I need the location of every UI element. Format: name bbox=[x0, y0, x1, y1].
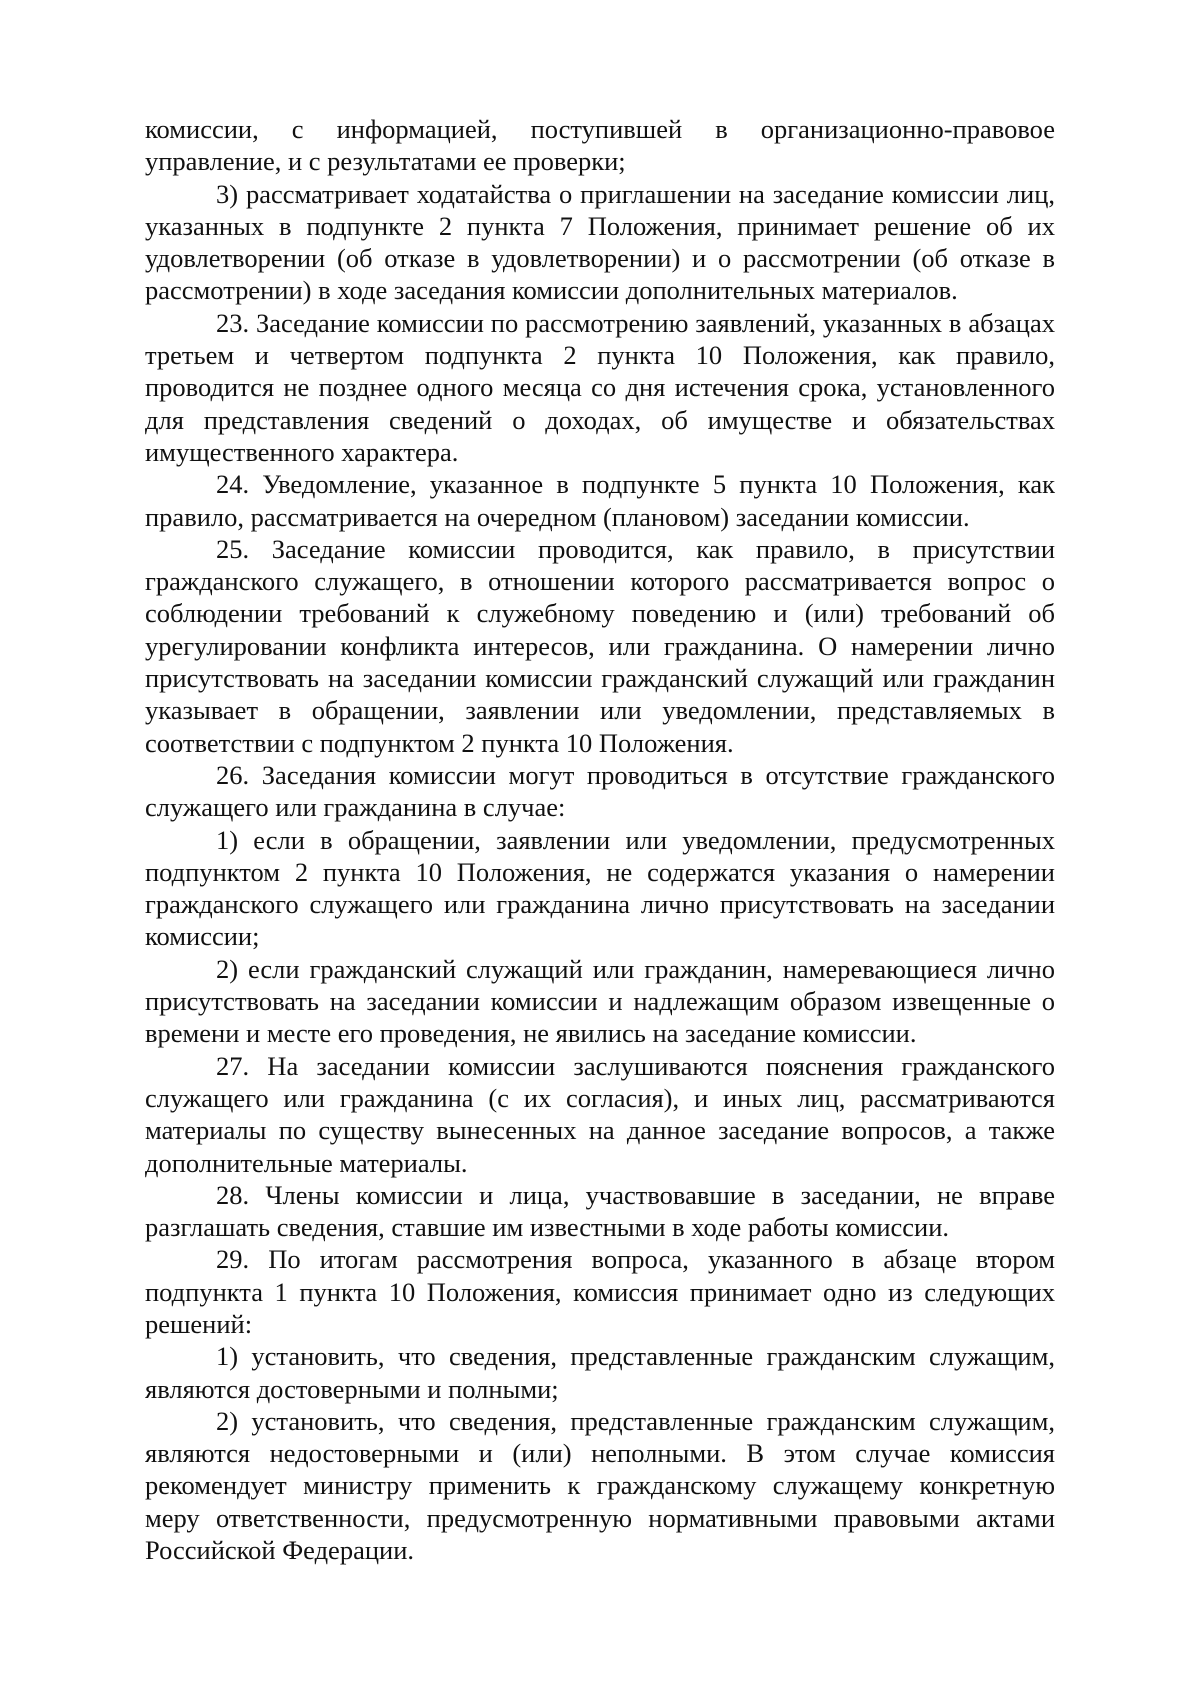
paragraph-26: 26. Заседания комиссии могут проводиться в отсутствие гражданского служащего или гражданина в случае: bbox=[145, 759, 1055, 823]
paragraph-23: 23. Заседание комиссии по рассмотрению заявлений, указанных в абзацах третьем и четвертом подпункта 2 пункта 10 Положения, как правило, проводится не позднее одного месяца со дня истечения срока, установленного для представления сведений о доходах, об имуществе и обязательствах имущественного характера. bbox=[145, 307, 1055, 467]
paragraph-item-3: 3) рассматривает ходатайства о приглашении на заседание комиссии лиц, указанных в подпункте 2 пункта 7 Положения, принимает решение об их удовлетворении (об отказе в удовлетворении) и о рассмотрении (об отказе в рассмотрении) в ходе заседания комиссии дополнительных материалов. bbox=[145, 178, 1055, 306]
paragraph-29: 29. По итогам рассмотрения вопроса, указанного в абзаце втором подпункта 1 пункта 10 Положения, комиссия принимает одно из следующих решений: bbox=[145, 1244, 1055, 1339]
paragraph-26-item-2: 2) если гражданский служащий или гражданин, намеревающиеся лично присутствовать на заседании комиссии и надлежащим образом извещенные о времени и месте его проведения, не явились на заседание комиссии. bbox=[145, 953, 1055, 1049]
paragraph-28: 28. Члены комиссии и лица, участвовавшие в заседании, не вправе разглашать сведения, ставшие им известными в ходе работы комиссии. bbox=[145, 1179, 1055, 1243]
paragraph-27: 27. На заседании комиссии заслушиваются пояснения гражданского служащего или гражданина (с их согласия), и иных лиц, рассматриваются материалы по существу вынесенных на данное заседание вопросов, а также дополнительные материалы. bbox=[145, 1050, 1055, 1178]
paragraph-25: 25. Заседание комиссии проводится, как правило, в присутствии гражданского служащего, в отношении которого рассматривается вопрос о соблюдении требований к служебному поведению и (или) требований об урегулировании конфликта интересов, или гражданина. О намерении лично присутствовать на заседании комиссии гражданский служащий или гражданин указывает в обращении, заявлении или уведомлении, представляемых в соответствии с подпунктом 2 пункта 10 Положения. bbox=[145, 533, 1055, 758]
paragraph-26-item-1: 1) если в обращении, заявлении или уведомлении, предусмотренных подпунктом 2 пункта 10 Положения, не содержатся указания о намерении гражданского служащего или гражданина лично присутствовать на заседании комиссии; bbox=[145, 824, 1055, 952]
paragraph-29-item-2: 2) установить, что сведения, представленные гражданским служащим, являются недостоверными и (или) неполными. В этом случае комиссия рекомендует министру применить к гражданскому служащему конкретную меру ответственности, предусмотренную нормативными правовыми актами Российской Федерации. bbox=[145, 1405, 1055, 1566]
paragraph-29-item-1: 1) установить, что сведения, представленные гражданским служащим, являются достоверными и полными; bbox=[145, 1341, 1055, 1404]
document-page bbox=[145, 113, 1055, 1566]
paragraph-24: 24. Уведомление, указанное в подпункте 5 пункта 10 Положения, как правило, рассматривается на очередном (плановом) заседании комиссии. bbox=[145, 469, 1055, 532]
paragraph-continuation: комиссии, с информацией, поступившей в организационно-правовое управление, и с результатами ее проверки; bbox=[145, 114, 1055, 177]
